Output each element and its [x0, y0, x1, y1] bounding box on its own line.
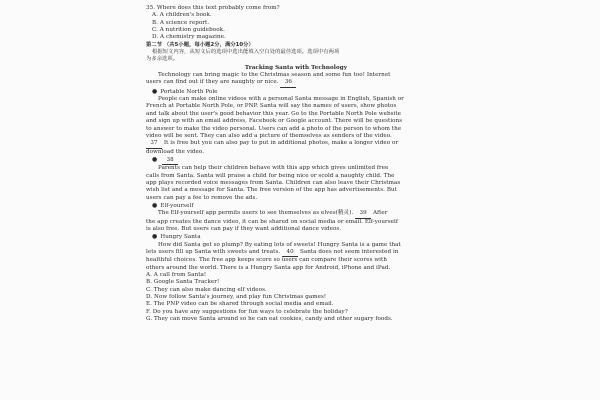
blank-36: 36 — [280, 79, 296, 87]
section-2-instruction-2: 为多余选项。 — [146, 56, 179, 63]
blank-38: 38 — [162, 157, 178, 165]
answer-option-c: C. They can also make dancing elf videos. — [146, 286, 267, 293]
answer-option-g: G. They can move Santa around so he can eat cookies, candy and other sugary foods. — [146, 316, 393, 323]
hs-line-4: others around the world. There is a Hungry Santa app for Android, iPhone and iPad. — [146, 264, 391, 271]
passage-title: Tracking Santa with Technology — [244, 64, 348, 71]
q35-option-a: A. A children's book. — [152, 12, 212, 19]
answer-option-d: D. Now follow Santa's journey, and play fun Christmas games! — [146, 294, 327, 301]
heading-elf-yourself: ● Elf-yourself — [146, 202, 446, 210]
pnp-line-4: and sign up with an email address, Facebook or Google account. There will be questions — [146, 118, 403, 125]
pnp-line-7 — [146, 140, 446, 148]
section-2-heading: 第二节 （共5小题，每小题2分，满分10分） — [146, 41, 254, 48]
hs-line-3: healthful choices. The free app keeps score so users can compare their scores with — [146, 257, 387, 264]
p38-line-1: Parents can help their children behave with this app which gives unlimited free — [158, 165, 389, 172]
q35-option-c: C. A nutrition guidebook. — [152, 27, 225, 34]
answer-option-b: B. Google Santa Tracker! — [146, 279, 220, 286]
blank-40: 40 — [282, 249, 298, 257]
elf-line-3: is also free. But users can pay if they want additional dance videos. — [146, 225, 342, 232]
question-35-stem: 35. Where does this text probably come from? — [146, 5, 280, 11]
hs-line-1: How did Santa get so plump? By eating lots of sweets! Hungry Santa is a game that — [158, 241, 401, 248]
pnp-line-7-text: It is free but you can also pay to put in additional photos, make a longer video or — [163, 140, 399, 147]
hs-line-2 — [146, 249, 446, 257]
q35-option-b: B. A science report. — [152, 19, 210, 26]
p38-line-5: users can pay a fee to remove the ads. — [146, 194, 258, 201]
hs-line-2-post: Santa does not seem interested in — [299, 249, 399, 255]
elf-line-2: the app creates the dance video, it can be shared on social media or email. Elf-yourself — [146, 218, 399, 225]
passage-intro-1: Technology can bring magic to the Christmas season and some fun too! Internet — [158, 72, 391, 79]
pnp-line-8: download the video. — [146, 148, 205, 155]
blank-37: 37 — [146, 140, 162, 148]
pnp-line-1: People can make online videos with a personal Santa message in English, Spanish or — [158, 96, 404, 103]
answer-option-e: E. The PNP video can be shared through social media and email. — [146, 301, 334, 308]
q35-option-d: D. A chemistry magazine. — [152, 34, 226, 41]
pnp-line-3: and talk about the user's good behavior this year. Go to the Portable North Pole website — [146, 110, 402, 117]
pnp-line-2: French at Portable North Pole, or PNP. Santa will say the names of users, show photos — [146, 103, 397, 110]
heading-38 — [146, 156, 446, 165]
blank-39: 39 — [355, 210, 371, 218]
pnp-line-5: to answer to make the video personal. Users can add a photo of the person to whom the — [146, 125, 402, 132]
heading-portable-north-pole: ● Portable North Pole — [146, 88, 446, 96]
p38-line-3: app plays recorded voice messages from Santa. Children can also leave their Christmas — [146, 179, 401, 186]
heading-hungry-santa: ● Hungry Santa — [146, 233, 446, 241]
answer-option-a: A. A call from Santa! — [146, 272, 207, 279]
elf-line-1-text: The Elf-yourself app permits users to see themselves as elves(精灵). — [158, 210, 354, 217]
answer-option-f: F. Do you have any suggestions for fun ways to celebrate the holiday? — [146, 308, 348, 315]
section-2-instruction-1: 根据短文内容，从短文后的选项中选出能填入空白处的最佳选项。选项中有两项 — [152, 49, 340, 56]
p38-line-4: wish list and a message for Santa. The free version of the app has advertisements. But — [146, 187, 397, 194]
hs-line-2-text: lets users fill up Santa with sweets and treats. — [146, 249, 281, 255]
elf-line-1-post: After — [372, 210, 388, 217]
pnp-line-6: video will be sent. They can also add a picture of themselves as senders of the video. — [146, 132, 392, 139]
elf-line-1 — [146, 210, 446, 218]
intro-2-text: users can find out if they are naughty or nice. — [146, 79, 279, 86]
exam-content — [146, 5, 446, 323]
passage-intro-2 — [146, 79, 446, 87]
p38-line-2: calls from Santa. Santa will praise a child for being nice or scold a naughty child. The — [146, 172, 395, 179]
